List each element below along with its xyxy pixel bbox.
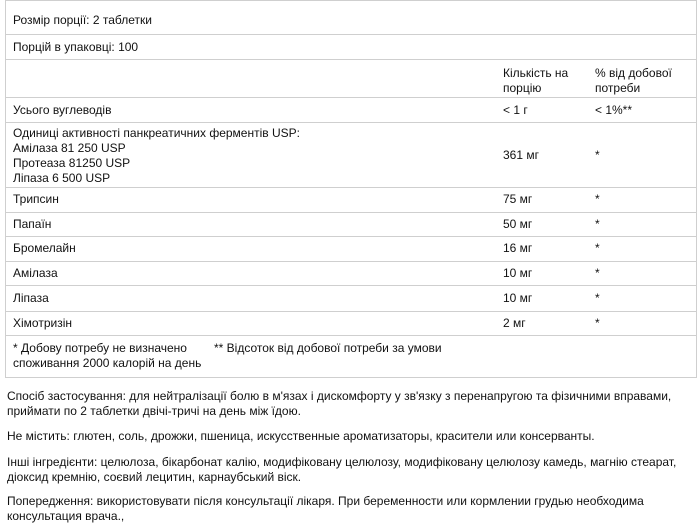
nutrient-daily-value: * (595, 148, 600, 162)
nutrient-amount: 16 мг (503, 241, 533, 255)
nutrient-daily-value: * (595, 316, 600, 330)
amount-header: Кількість на порцію (503, 66, 569, 95)
table-header-row (6, 59, 696, 97)
servings-per-container: Порцій в упаковці: 100 (13, 40, 139, 54)
nutrient-daily-value: * (595, 291, 600, 305)
nutrient-name: Папаїн (13, 217, 52, 231)
free-of-statement: Не містить: глютен, соль, дрожжи, пшеница, искусственные ароматизаторы, красители или консерванты. (7, 429, 595, 443)
table-row (6, 236, 696, 261)
nutrient-amount: < 1 г (503, 103, 528, 117)
servings-per-container-row (6, 34, 696, 59)
usage-instructions: Спосіб застосування: для нейтралізації болю в м'язах і дискомфорту у зв'язку з перенапругою та фізичними вправами, приймати по 2 таблетки двічі-тричі на день між їдою. (7, 389, 672, 418)
nutrient-name: Амілаза (13, 266, 58, 280)
table-row (6, 311, 696, 335)
serving-size: Розмір порції: 2 таблетки (13, 13, 152, 27)
table-row (6, 212, 696, 236)
nutrient-name: Усього вуглеводів (13, 103, 112, 117)
table-row (6, 97, 696, 122)
table-row (6, 285, 696, 311)
nutrient-name: Хімотризін (13, 316, 72, 330)
nutrient-daily-value: * (595, 266, 600, 280)
footnotes-row (6, 335, 696, 377)
supplement-facts-table (5, 0, 697, 378)
footnote-daily-value-not-established: * Добову потребу не визначено споживання 2000 калорій на день (13, 341, 202, 370)
nutrient-amount: 10 мг (503, 266, 533, 280)
nutrient-name: Одиниці активності панкреатичних ферментів USP: Амілаза 81 250 USP Протеаза 81250 USP Ліпаза 6 500 USP (13, 126, 300, 185)
nutrient-amount: 75 мг (503, 192, 533, 206)
nutrient-name: Ліпаза (13, 291, 49, 305)
table-row (6, 122, 696, 187)
other-ingredients: Інші інгредієнти: целюлоза, бікарбонат калію, модифіковану целюлозу, модифіковану целюлозу камедь, магнію стеарат, діоксид кремнію, соєвий лецитин, карнаубський віск. (7, 455, 677, 484)
nutrient-amount: 10 мг (503, 291, 533, 305)
nutrient-amount: 2 мг (503, 316, 526, 330)
serving-size-row (6, 0, 696, 34)
table-row (6, 261, 696, 285)
nutrient-daily-value: * (595, 241, 600, 255)
footnote-percent-daily-value: ** Відсоток від добової потреби за умови (214, 341, 442, 355)
nutrient-amount: 361 мг (503, 148, 539, 162)
daily-value-header: % від добової потреби (595, 66, 672, 95)
nutrient-name: Бромелайн (13, 241, 76, 255)
table-row (6, 187, 696, 212)
nutrient-amount: 50 мг (503, 217, 533, 231)
warning: Попередження: використовувати після консультації лікаря. При беременности или кормлении грудью необходима консультация врача., (7, 494, 644, 523)
nutrient-daily-value: * (595, 217, 600, 231)
nutrient-daily-value: * (595, 192, 600, 206)
nutrient-name: Трипсин (13, 192, 59, 206)
nutrient-daily-value: < 1%** (595, 103, 633, 117)
